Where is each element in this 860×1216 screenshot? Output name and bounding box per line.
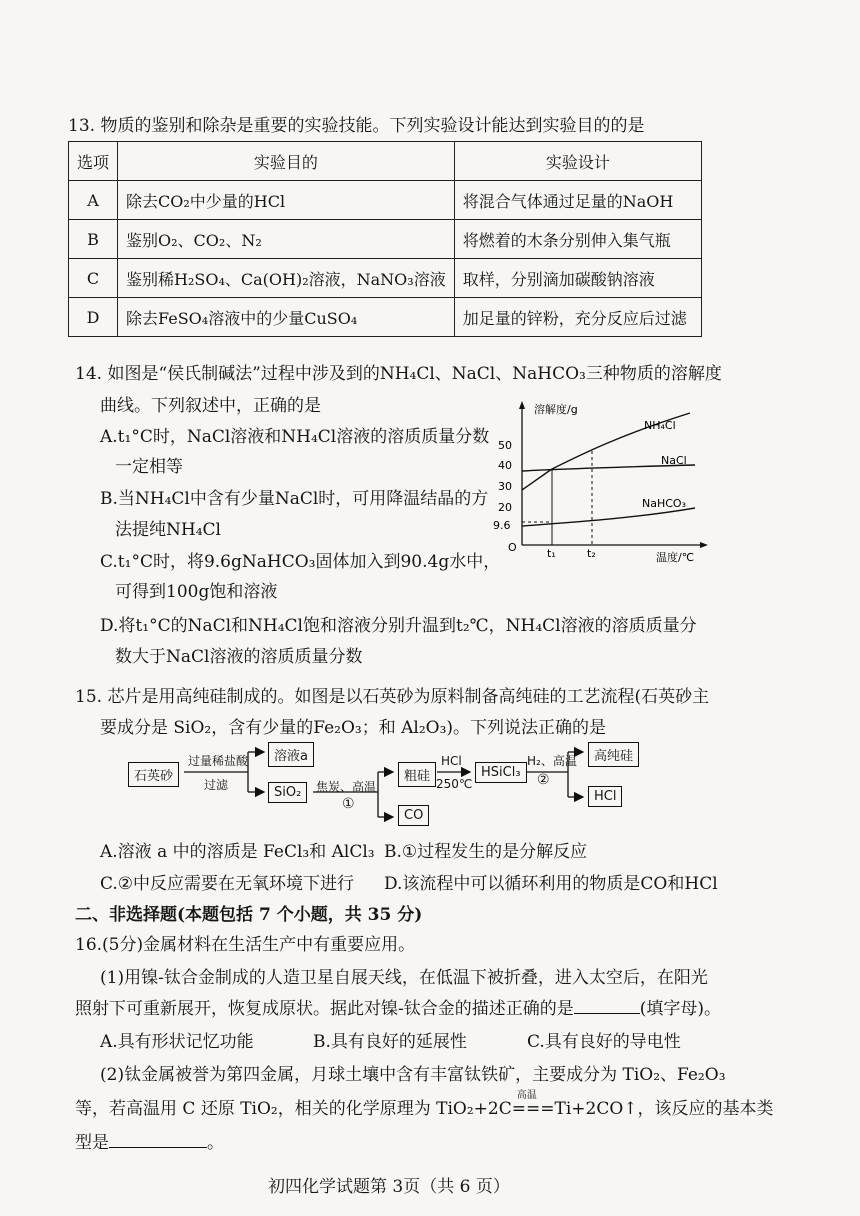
y-tick-label: 40 [498, 459, 512, 472]
y-axis-arrow-icon [519, 401, 525, 409]
q16-part1-line1: (1)用镍-钛合金制成的人造卫星自展天线，在低温下被折叠，进入太空后，在阳光 [100, 968, 708, 988]
q16-stem: 16.(5分)金属材料在生活生产中有重要应用。 [75, 935, 416, 955]
table-row [69, 181, 702, 220]
flow-box-hsicl3: HSiCl₃ [475, 762, 527, 783]
q15-option-d: D.该流程中可以循环利用的物质是CO和HCl [384, 874, 718, 894]
section-heading: 二、非选择题(本题包括 7 个小题，共 35 分) [75, 905, 423, 925]
q16-part2-text-cont: Ti+2CO↑，该反应的基本类 [554, 1099, 774, 1119]
q16-part2-end: 。 [207, 1133, 224, 1153]
q14-option-d-line1: D.将t₁°C的NaCl和NH₄Cl饱和溶液分别升温到t₂℃，NH₄Cl溶液的溶质质量分 [100, 616, 697, 636]
q14-option-a-line1: A.t₁°C时，NaCl溶液和NH₄Cl溶液的溶质质量分数 [100, 427, 490, 447]
option-letter: D [69, 298, 118, 337]
x-tick-label: t₁ [547, 547, 556, 560]
goal-cell: 除去CO₂中少量的HCl [118, 181, 455, 220]
q14-option-c-line2: 可得到100g饱和溶液 [115, 582, 278, 602]
flow-box-crude-si: 粗硅 [398, 762, 436, 787]
option-letter: B [69, 220, 118, 259]
q16-part2-line2 [75, 1090, 774, 1121]
col-header-goal: 实验目的 [118, 142, 455, 181]
curve-label-nh4cl: NH₄Cl [644, 419, 676, 432]
col-header-option: 选项 [69, 142, 118, 181]
origin-label: O [508, 541, 517, 554]
q15-stem-line2: 要成分是 SiO₂，含有少量的Fe₂O₃；和 Al₂O₃)。下列说法正确的是 [100, 718, 607, 738]
q15-option-a: A.溶液 a 中的溶质是 FeCl₃和 AlCl₃ [100, 842, 375, 862]
curve-label-nahco3: NaHCO₃ [642, 497, 686, 510]
flow-label-acid: 过量稀盐酸 [188, 754, 249, 768]
flow-box-co: CO [398, 805, 429, 826]
table-row [69, 220, 702, 259]
solubility-graph [490, 395, 720, 570]
q16-option-c: C.具有良好的导电性 [527, 1032, 681, 1052]
x-axis-label: 温度/℃ [656, 551, 695, 564]
q14-option-a-line2: 一定相等 [115, 457, 183, 477]
flow-box-hcl: HCl [588, 786, 622, 807]
goal-cell: 鉴别稀H₂SO₄、Ca(OH)₂溶液，NaNO₃溶液 [118, 259, 455, 298]
col-header-design: 实验设计 [454, 142, 701, 181]
flow-box-solution-a: 溶液a [268, 742, 314, 767]
q16-part1-suffix: (填字母)。 [639, 999, 722, 1019]
flow-box-quartz: 石英砂 [128, 762, 179, 787]
flow-box-pure-si: 高纯硅 [588, 742, 639, 767]
flow-arrows [120, 735, 660, 830]
design-cell: 将混合气体通过足量的NaOH [454, 181, 701, 220]
q13-table [68, 141, 702, 337]
q13-stem: 13. 物质的鉴别和除杂是重要的实验技能。下列实验设计能达到实验目的的是 [68, 116, 645, 136]
flow-step-2: ② [537, 772, 550, 788]
flow-label-h2: H₂、高温 [527, 754, 577, 768]
flow-label-temp: 250℃ [436, 777, 473, 791]
table-header-row [69, 142, 702, 181]
design-cell: 取样，分别滴加碳酸钠溶液 [454, 259, 701, 298]
q16-part1-line2 [75, 997, 721, 1021]
goal-cell: 除去FeSO₄溶液中的少量CuSO₄ [118, 298, 455, 337]
q14-option-d-line2: 数大于NaCl溶液的溶质质量分数 [115, 647, 363, 667]
x-axis-arrow-icon [700, 542, 708, 548]
answer-blank-1[interactable] [574, 999, 640, 1014]
flow-label-filter: 过滤 [204, 778, 229, 792]
nahco3-curve [522, 508, 695, 526]
table-row [69, 259, 702, 298]
y-tick-label: 30 [498, 480, 512, 493]
answer-blank-2[interactable] [109, 1133, 207, 1148]
goal-cell: 鉴别O₂、CO₂、N₂ [118, 220, 455, 259]
q14-option-b-line2: 法提纯NH₄Cl [115, 520, 221, 540]
q14-stem-line2: 曲线。下列叙述中，正确的是 [100, 396, 321, 416]
q15-option-c: C.②中反应需要在无氧环境下进行 [100, 874, 355, 894]
page-footer: 初四化学试题第 3页（共 6 页） [268, 1177, 510, 1197]
q15-option-b: B.①过程发生的是分解反应 [384, 842, 588, 862]
flow-box-sio2: SiO₂ [268, 782, 307, 803]
q16-option-b: B.具有良好的延展性 [313, 1032, 467, 1052]
q16-part2-text: 等，若高温用 C 还原 TiO₂，相关的化学原理为 TiO₂+2C [75, 1099, 512, 1119]
q14-option-b-line1: B.当NH₄Cl中含有少量NaCl时，可用降温结晶的方 [100, 489, 489, 509]
q16-part2-line1: (2)钛金属被誉为第四金属，月球土壤中含有丰富钛铁矿，主要成分为 TiO₂、Fe₂O₃ [100, 1065, 726, 1085]
flow-step-1: ① [342, 796, 355, 812]
q15-stem-line1: 15. 芯片是用高纯硅制成的。如图是以石英砂为原料制备高纯硅的工艺流程(石英砂主 [75, 687, 710, 707]
design-cell: 将燃着的木条分别伸入集气瓶 [454, 220, 701, 259]
y-tick-label: 50 [498, 439, 512, 452]
table-row [69, 298, 702, 337]
design-cell: 加足量的锌粉，充分反应后过滤 [454, 298, 701, 337]
q16-option-a: A.具有形状记忆功能 [100, 1032, 254, 1052]
condition-high-temp: 高温 [516, 1090, 537, 1101]
x-tick-label: t₂ [587, 547, 596, 560]
q16-part2-prefix: 型是 [75, 1133, 109, 1153]
q16-part2-line3 [75, 1131, 224, 1155]
flow-label-coke: 焦炭、高温 [316, 780, 377, 794]
curve-label-nacl: NaCl [661, 454, 687, 467]
y-tick-label: 9.6 [493, 519, 511, 532]
option-letter: A [69, 181, 118, 220]
q14-option-c-line1: C.t₁°C时，将9.6gNaHCO₃固体加入到90.4g水中， [100, 552, 501, 572]
y-tick-label: 20 [498, 501, 512, 514]
reaction-condition [511, 1090, 555, 1121]
option-letter: C [69, 259, 118, 298]
equation-arrow: === [511, 1099, 555, 1119]
q16-part1-text: 照射下可重新展开，恢复成原状。据此对镍-钛合金的描述正确的是 [75, 999, 574, 1019]
flow-label-hcl: HCl [441, 754, 462, 768]
q14-stem-line1: 14. 如图是“侯氏制碱法”过程中涉及到的NH₄Cl、NaCl、NaHCO₃三种物质的溶解度 [75, 364, 722, 384]
y-axis-label: 溶解度/g [534, 403, 578, 416]
